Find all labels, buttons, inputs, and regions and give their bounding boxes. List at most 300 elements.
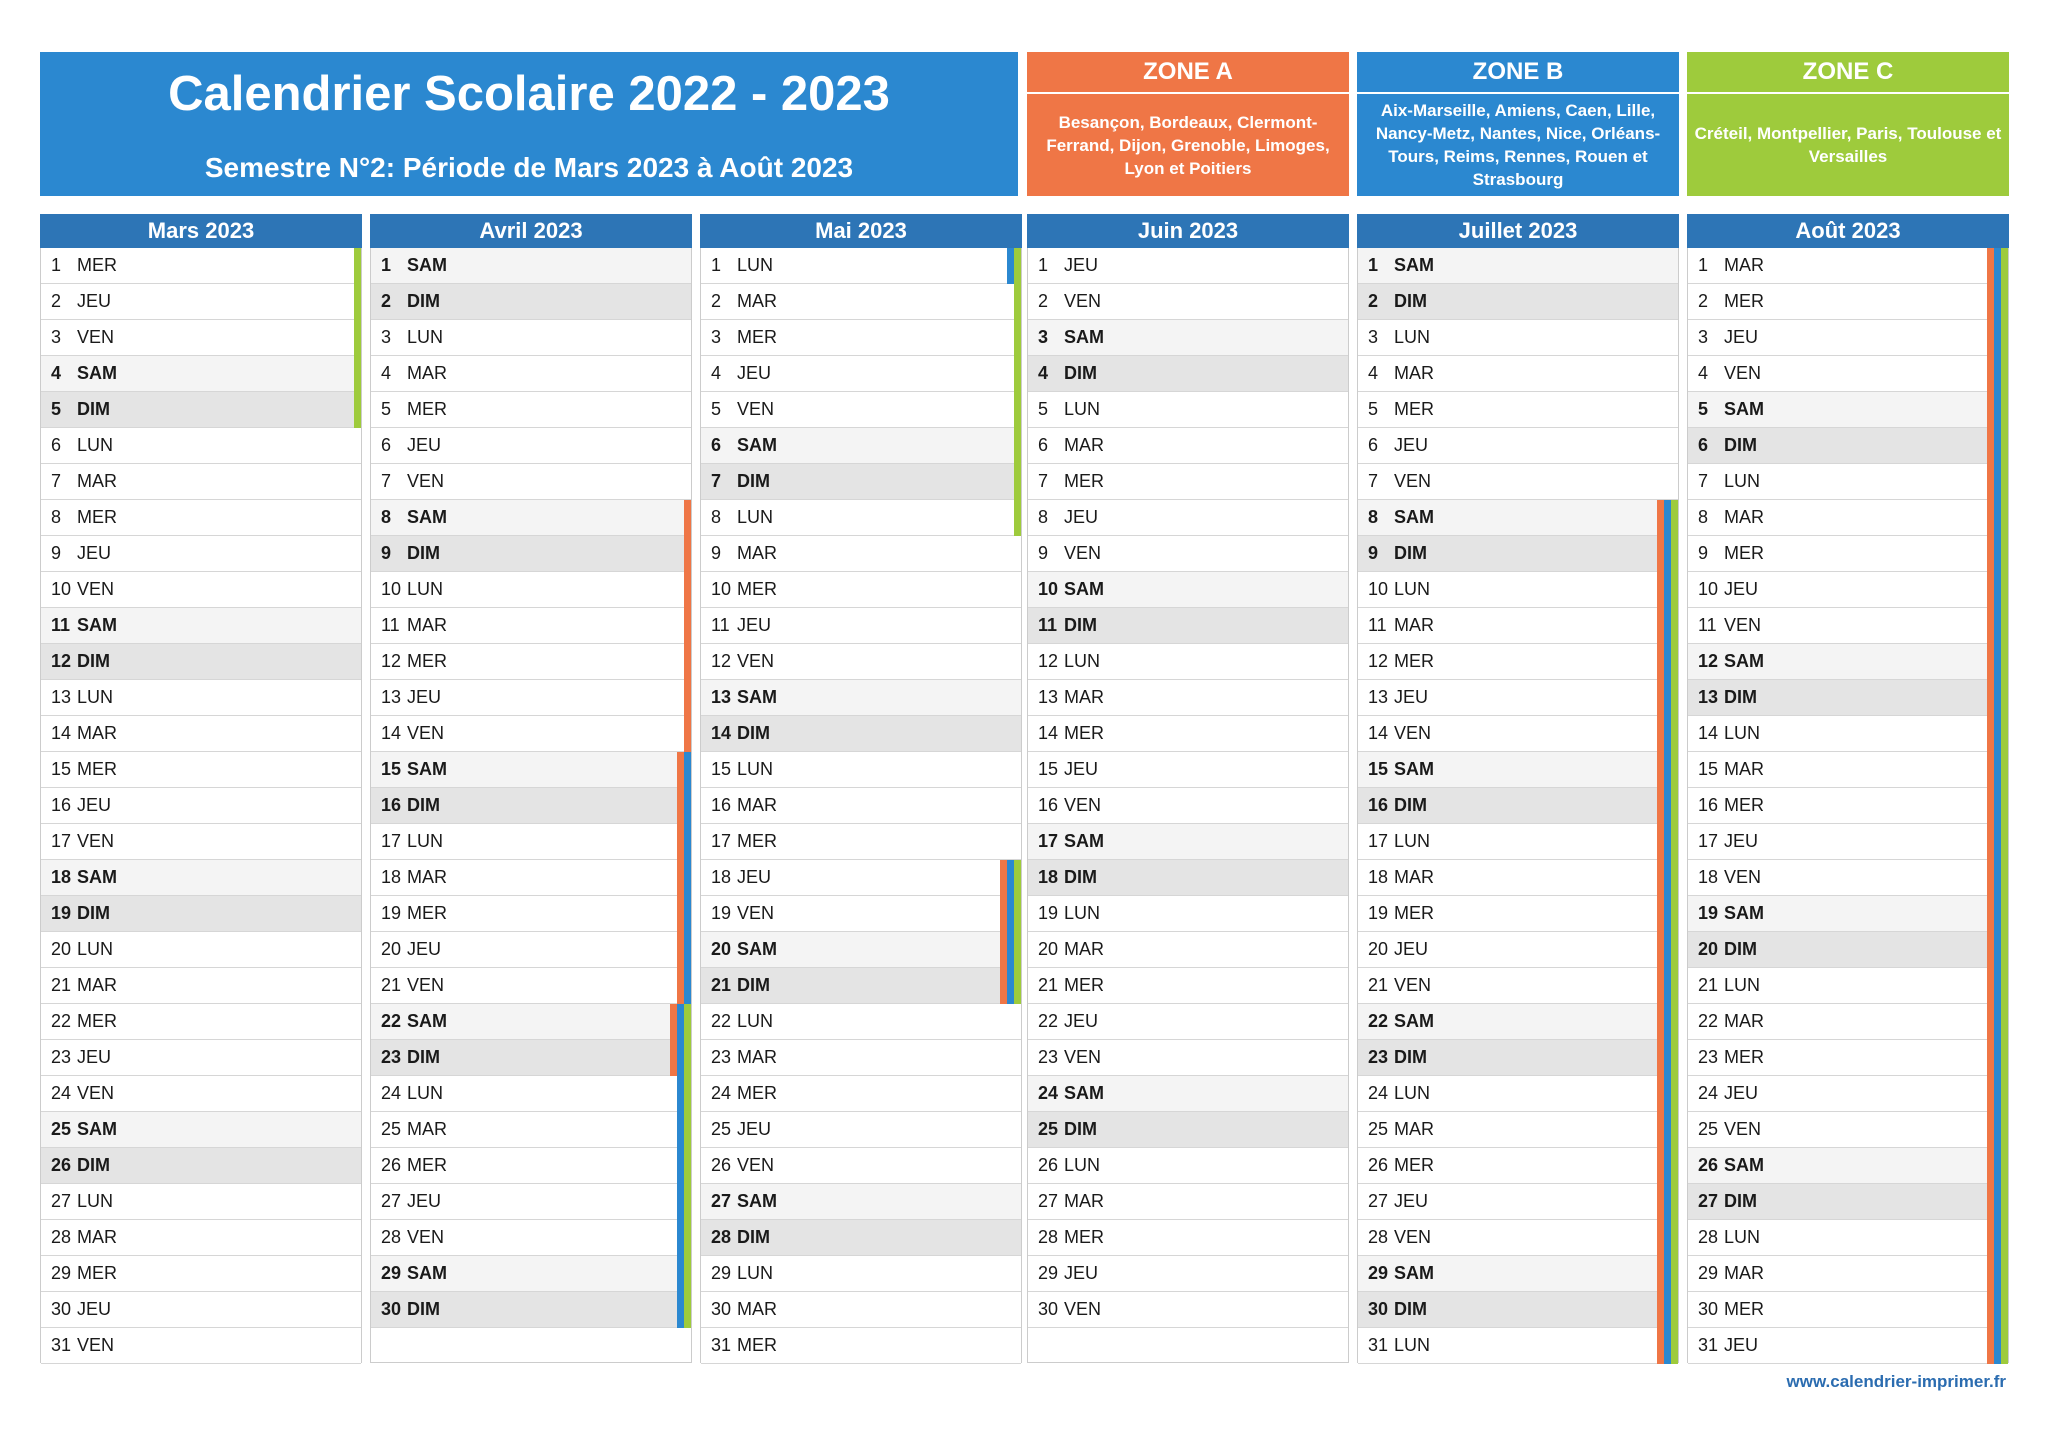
zone-c-title: ZONE C: [1687, 52, 2009, 94]
day-number: 14: [1698, 723, 1719, 743]
day-row: [1358, 1004, 1678, 1040]
zone-a-holiday-bar: [1657, 1076, 1664, 1112]
day-row: [41, 1292, 361, 1328]
day-number: 19: [1698, 903, 1719, 923]
zone-b-holiday-bar: [684, 896, 691, 932]
zone-c-holiday-bar: [1014, 356, 1021, 392]
day-number: 6: [381, 435, 392, 455]
day-number: 20: [711, 939, 732, 959]
weekday-label: MER: [77, 759, 117, 779]
weekday-label: DIM: [1394, 543, 1427, 563]
zone-a-holiday-bar: [1987, 284, 1994, 320]
day-row: [41, 536, 361, 572]
zone-c-holiday-bar: [1671, 536, 1678, 572]
zone-a-holiday-bar: [677, 968, 684, 1004]
day-number: 5: [1038, 399, 1049, 419]
day-number: 3: [51, 327, 62, 347]
zone-b-holiday-bar: [1664, 1076, 1671, 1112]
day-number: 3: [1698, 327, 1709, 347]
zone-b-holiday-bar: [1007, 968, 1014, 1004]
day-row: [701, 1184, 1021, 1220]
day-row: [41, 1148, 361, 1184]
day-number: 8: [1368, 507, 1379, 527]
day-row: [1688, 1004, 2008, 1040]
day-number: 7: [51, 471, 62, 491]
zone-b-holiday-bar: [1994, 428, 2001, 464]
zone-a-holiday-bar: [670, 1004, 677, 1040]
day-row: [1688, 752, 2008, 788]
zone-c-holiday-bar: [2001, 464, 2008, 500]
day-number: 20: [1368, 939, 1389, 959]
zone-b-holiday-bar: [677, 1004, 684, 1040]
day-number: 15: [711, 759, 732, 779]
zone-c-holiday-bar: [684, 1112, 691, 1148]
day-number: 10: [381, 579, 402, 599]
zone-b-title: ZONE B: [1357, 52, 1679, 94]
zone-a-holiday-bar: [1657, 788, 1664, 824]
zone-a-holiday-bar: [1987, 320, 1994, 356]
day-row: [701, 860, 1021, 896]
weekday-label: DIM: [77, 1155, 110, 1175]
weekday-label: JEU: [1724, 327, 1759, 347]
weekday-label: LUN: [77, 687, 114, 707]
day-number: 30: [51, 1299, 72, 1319]
weekday-label: SAM: [1724, 903, 1764, 923]
zone-c-holiday-bar: [1671, 1184, 1678, 1220]
weekday-label: MAR: [737, 795, 777, 815]
day-row: [701, 1040, 1021, 1076]
day-number: 6: [1038, 435, 1049, 455]
day-number: 26: [1368, 1155, 1389, 1175]
weekday-label: MER: [1064, 723, 1104, 743]
zone-b-holiday-bar: [1664, 788, 1671, 824]
day-row: [41, 896, 361, 932]
zone-a-legend: [1027, 52, 1349, 196]
zone-c-holiday-bar: [2001, 572, 2008, 608]
day-number: 7: [1038, 471, 1049, 491]
zone-b-holiday-bar: [1664, 644, 1671, 680]
day-row: [701, 1220, 1021, 1256]
zone-b-holiday-bar: [1664, 680, 1671, 716]
weekday-label: VEN: [1394, 1227, 1432, 1247]
day-row: [1688, 824, 2008, 860]
zone-a-holiday-bar: [677, 752, 684, 788]
weekday-label: VEN: [1064, 1047, 1102, 1067]
weekday-label: LUN: [737, 759, 774, 779]
zone-a-holiday-bar: [1000, 860, 1007, 896]
weekday-label: MER: [737, 579, 777, 599]
day-row: [371, 608, 691, 644]
day-number: 19: [711, 903, 732, 923]
day-number: 27: [51, 1191, 72, 1211]
weekday-label: JEU: [737, 867, 772, 887]
weekday-label: VEN: [737, 399, 775, 419]
day-number: 6: [711, 435, 722, 455]
weekday-label: MAR: [737, 543, 777, 563]
weekday-label: LUN: [737, 255, 774, 275]
day-number: 30: [711, 1299, 732, 1319]
day-row: [371, 788, 691, 824]
day-row: [701, 608, 1021, 644]
zone-c-holiday-bar: [1014, 248, 1021, 284]
day-row: [41, 680, 361, 716]
zone-a-holiday-bar: [1987, 392, 1994, 428]
weekday-label: LUN: [407, 1083, 444, 1103]
weekday-label: MER: [737, 1083, 777, 1103]
day-number: 4: [381, 363, 392, 383]
zone-b-holiday-bar: [1994, 1112, 2001, 1148]
zone-b-holiday-bar: [1664, 1148, 1671, 1184]
zone-c-holiday-bar: [1671, 1328, 1678, 1364]
day-number: 16: [1698, 795, 1719, 815]
day-number: 4: [711, 363, 722, 383]
day-row: [371, 1292, 691, 1328]
day-number: 2: [381, 291, 392, 311]
weekday-label: MAR: [737, 1299, 777, 1319]
zone-b-legend: [1357, 52, 1679, 196]
day-row: [371, 1004, 691, 1040]
day-number: 12: [381, 651, 402, 671]
day-number: 8: [381, 507, 392, 527]
day-number: 17: [711, 831, 732, 851]
zone-b-holiday-bar: [1664, 968, 1671, 1004]
weekday-label: DIM: [1724, 687, 1757, 707]
zone-a-holiday-bar: [1987, 1256, 1994, 1292]
day-number: 24: [711, 1083, 732, 1103]
weekday-label: DIM: [737, 1227, 770, 1247]
weekday-label: JEU: [737, 363, 772, 383]
weekday-label: SAM: [737, 939, 777, 959]
zone-c-holiday-bar: [1671, 824, 1678, 860]
zone-a-holiday-bar: [684, 716, 691, 752]
weekday-label: MER: [1724, 795, 1764, 815]
day-row: [1028, 644, 1348, 680]
weekday-label: DIM: [1064, 363, 1097, 383]
zone-b-holiday-bar: [684, 824, 691, 860]
day-number: 4: [1368, 363, 1379, 383]
day-number: 4: [51, 363, 62, 383]
day-number: 30: [1038, 1299, 1059, 1319]
zone-c-holiday-bar: [2001, 788, 2008, 824]
day-number: 7: [711, 471, 722, 491]
month-header: Avril 2023: [370, 214, 692, 248]
day-row: [1688, 932, 2008, 968]
zone-c-holiday-bar: [354, 248, 361, 284]
day-number: 29: [51, 1263, 72, 1283]
day-row: [371, 1076, 691, 1112]
day-row: [41, 392, 361, 428]
day-number: 25: [1698, 1119, 1719, 1139]
day-number: 27: [711, 1191, 732, 1211]
zone-c-holiday-bar: [684, 1004, 691, 1040]
zone-b-holiday-bar: [1994, 680, 2001, 716]
weekday-label: MER: [1394, 399, 1434, 419]
day-number: 25: [711, 1119, 732, 1139]
zone-c-holiday-bar: [1671, 1256, 1678, 1292]
day-number: 6: [51, 435, 62, 455]
day-number: 29: [1038, 1263, 1059, 1283]
day-row: [1358, 1256, 1678, 1292]
day-number: 2: [1038, 291, 1049, 311]
day-row: [701, 464, 1021, 500]
zone-b-holiday-bar: [1994, 1184, 2001, 1220]
zone-a-holiday-bar: [1657, 860, 1664, 896]
zone-a-holiday-bar: [684, 500, 691, 536]
zone-c-holiday-bar: [1671, 1076, 1678, 1112]
day-row: [1028, 788, 1348, 824]
day-number: 14: [381, 723, 402, 743]
day-row: [1358, 500, 1678, 536]
day-number: 20: [51, 939, 72, 959]
zone-b-holiday-bar: [684, 932, 691, 968]
day-number: 1: [51, 255, 62, 275]
weekday-label: LUN: [1394, 1335, 1431, 1355]
zone-c-holiday-bar: [1671, 608, 1678, 644]
day-number: 28: [711, 1227, 732, 1247]
weekday-label: DIM: [407, 291, 440, 311]
weekday-label: VEN: [1394, 471, 1432, 491]
zone-c-holiday-bar: [2001, 1112, 2008, 1148]
weekday-label: JEU: [77, 795, 112, 815]
zone-c-holiday-bar: [1671, 1292, 1678, 1328]
weekday-label: SAM: [407, 1263, 447, 1283]
zone-c-holiday-bar: [2001, 1292, 2008, 1328]
day-row: [371, 572, 691, 608]
day-number: 10: [1698, 579, 1719, 599]
weekday-label: VEN: [1064, 795, 1102, 815]
weekday-label: DIM: [1064, 1119, 1097, 1139]
weekday-label: MER: [1724, 291, 1764, 311]
weekday-label: MAR: [1394, 615, 1434, 635]
zone-a-holiday-bar: [1987, 1076, 1994, 1112]
day-number: 14: [51, 723, 72, 743]
day-row: [1688, 500, 2008, 536]
zone-b-holiday-bar: [1664, 1040, 1671, 1076]
page-title: Calendrier Scolaire 2022 - 2023: [168, 67, 890, 121]
zone-b-holiday-bar: [1994, 608, 2001, 644]
footer-url[interactable]: www.calendrier-imprimer.fr: [1786, 1372, 2006, 1391]
day-row: [371, 248, 691, 284]
day-number: 6: [1698, 435, 1709, 455]
day-row: [1358, 824, 1678, 860]
zone-b-holiday-bar: [1664, 1220, 1671, 1256]
zone-b-holiday-bar: [1994, 1004, 2001, 1040]
zone-c-holiday-bar: [2001, 428, 2008, 464]
zone-b-holiday-bar: [684, 968, 691, 1004]
day-row: [701, 788, 1021, 824]
day-row: [1688, 1220, 2008, 1256]
zone-a-holiday-bar: [1657, 968, 1664, 1004]
month-header: Août 2023: [1687, 214, 2009, 248]
day-row: [41, 284, 361, 320]
day-row: [41, 572, 361, 608]
weekday-label: SAM: [407, 255, 447, 275]
zone-b-holiday-bar: [1664, 824, 1671, 860]
day-row: [701, 1328, 1021, 1364]
zone-b-holiday-bar: [1994, 968, 2001, 1004]
weekday-label: VEN: [737, 1155, 775, 1175]
day-row: [1688, 968, 2008, 1004]
zone-b-holiday-bar: [1664, 1112, 1671, 1148]
weekday-label: MER: [1064, 1227, 1104, 1247]
zone-c-holiday-bar: [1671, 644, 1678, 680]
weekday-label: LUN: [77, 939, 114, 959]
weekday-label: VEN: [1394, 723, 1432, 743]
zone-b-holiday-bar: [1994, 1040, 2001, 1076]
day-row: [1358, 1184, 1678, 1220]
day-row: [701, 284, 1021, 320]
day-number: 11: [1038, 615, 1058, 635]
day-row: [371, 284, 691, 320]
day-number: 31: [1368, 1335, 1389, 1355]
zone-b-holiday-bar: [1994, 284, 2001, 320]
weekday-label: VEN: [77, 579, 115, 599]
day-number: 31: [711, 1335, 732, 1355]
zone-b-holiday-bar: [1007, 896, 1014, 932]
day-row: [1028, 1184, 1348, 1220]
weekday-label: SAM: [407, 1011, 447, 1031]
zone-a-holiday-bar: [1657, 572, 1664, 608]
day-number: 1: [1698, 255, 1709, 275]
weekday-label: VEN: [77, 327, 115, 347]
day-number: 10: [51, 579, 72, 599]
day-row: [1028, 1292, 1348, 1328]
day-row: [1688, 680, 2008, 716]
day-row: [1358, 536, 1678, 572]
weekday-label: VEN: [1724, 615, 1762, 635]
day-number: 6: [1368, 435, 1379, 455]
zone-c-holiday-bar: [2001, 896, 2008, 932]
day-row: [371, 356, 691, 392]
weekday-label: SAM: [1394, 759, 1434, 779]
day-row: [1028, 896, 1348, 932]
day-number: 19: [1368, 903, 1389, 923]
zone-c-holiday-bar: [1014, 320, 1021, 356]
day-row: [1358, 860, 1678, 896]
day-row: [1358, 788, 1678, 824]
day-row: [1358, 1112, 1678, 1148]
zone-c-holiday-bar: [2001, 860, 2008, 896]
weekday-label: MER: [77, 1011, 117, 1031]
zone-b-holiday-bar: [677, 1292, 684, 1328]
day-row: [1688, 572, 2008, 608]
day-list: [1357, 248, 1679, 1363]
weekday-label: MAR: [1724, 1011, 1764, 1031]
zone-c-holiday-bar: [2001, 1256, 2008, 1292]
day-number: 28: [381, 1227, 402, 1247]
zone-a-holiday-bar: [1987, 572, 1994, 608]
zone-c-holiday-bar: [1014, 968, 1021, 1004]
day-row: [1028, 1040, 1348, 1076]
zone-a-holiday-bar: [1987, 500, 1994, 536]
zone-b-holiday-bar: [1007, 248, 1014, 284]
day-row: [1358, 1292, 1678, 1328]
day-number: 30: [1368, 1299, 1389, 1319]
zone-c-holiday-bar: [2001, 1220, 2008, 1256]
day-row: [371, 428, 691, 464]
day-row: [41, 608, 361, 644]
zone-b-holiday-bar: [684, 788, 691, 824]
weekday-label: VEN: [77, 1335, 115, 1355]
zone-c-holiday-bar: [1671, 1220, 1678, 1256]
weekday-label: VEN: [1064, 543, 1102, 563]
weekday-label: DIM: [1394, 1047, 1427, 1067]
weekday-label: DIM: [407, 1299, 440, 1319]
weekday-label: VEN: [1394, 975, 1432, 995]
day-row: [1358, 896, 1678, 932]
day-number: 23: [381, 1047, 402, 1067]
day-row: [1688, 716, 2008, 752]
zone-b-holiday-bar: [1994, 536, 2001, 572]
zone-b-holiday-bar: [1994, 824, 2001, 860]
zone-b-holiday-bar: [677, 1220, 684, 1256]
day-row: [41, 464, 361, 500]
weekday-label: JEU: [1724, 1335, 1759, 1355]
day-row: [1028, 1004, 1348, 1040]
zone-c-holiday-bar: [2001, 608, 2008, 644]
zone-a-holiday-bar: [1657, 752, 1664, 788]
weekday-label: LUN: [737, 1263, 774, 1283]
weekday-label: JEU: [407, 435, 442, 455]
day-row: [41, 824, 361, 860]
weekday-label: MER: [1064, 471, 1104, 491]
zone-b-holiday-bar: [1664, 1184, 1671, 1220]
day-row: [1358, 320, 1678, 356]
zone-a-holiday-bar: [677, 896, 684, 932]
day-row: [1028, 1220, 1348, 1256]
weekday-label: MER: [1394, 1155, 1434, 1175]
weekday-label: MER: [1394, 903, 1434, 923]
day-row: [371, 896, 691, 932]
day-row: [1028, 356, 1348, 392]
month-header: Mars 2023: [40, 214, 362, 248]
zone-c-holiday-bar: [2001, 500, 2008, 536]
day-row: [701, 644, 1021, 680]
day-number: 1: [711, 255, 722, 275]
zone-a-holiday-bar: [1657, 680, 1664, 716]
day-row: [1028, 968, 1348, 1004]
day-row: [1358, 752, 1678, 788]
zone-a-holiday-bar: [677, 824, 684, 860]
zone-c-holiday-bar: [1671, 1148, 1678, 1184]
weekday-label: LUN: [1394, 327, 1431, 347]
day-number: 9: [51, 543, 62, 563]
zone-c-holiday-bar: [1014, 464, 1021, 500]
zone-c-legend: [1687, 52, 2009, 196]
zone-b-holiday-bar: [1994, 788, 2001, 824]
day-number: 21: [711, 975, 732, 995]
day-number: 8: [51, 507, 62, 527]
day-number: 17: [1368, 831, 1389, 851]
weekday-label: LUN: [407, 831, 444, 851]
zone-b-holiday-bar: [1994, 752, 2001, 788]
day-number: 13: [711, 687, 732, 707]
weekday-label: VEN: [77, 831, 115, 851]
weekday-label: JEU: [1064, 1263, 1099, 1283]
zone-a-holiday-bar: [1987, 644, 1994, 680]
weekday-label: DIM: [1394, 795, 1427, 815]
weekday-label: JEU: [1064, 507, 1099, 527]
day-number: 9: [711, 543, 722, 563]
weekday-label: DIM: [737, 975, 770, 995]
weekday-label: SAM: [1394, 507, 1434, 527]
zone-a-holiday-bar: [670, 1040, 677, 1076]
zone-a-holiday-bar: [1657, 536, 1664, 572]
weekday-label: LUN: [407, 579, 444, 599]
day-row: [1688, 464, 2008, 500]
zone-b-holiday-bar: [677, 1040, 684, 1076]
day-row: [701, 1292, 1021, 1328]
